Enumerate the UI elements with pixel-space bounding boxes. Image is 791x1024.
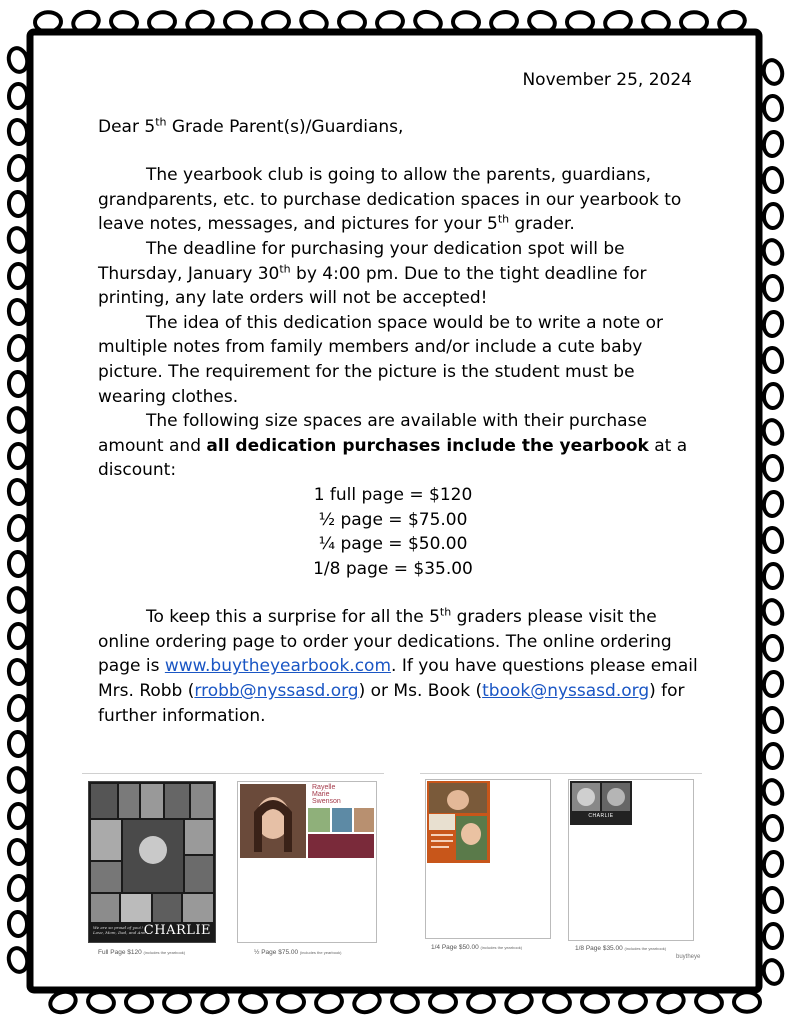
border-loop (239, 990, 268, 1014)
border-loop (761, 58, 785, 86)
divider (82, 773, 384, 774)
border-loop (430, 992, 456, 1012)
border-loop (762, 671, 784, 698)
paragraph-intro: The yearbook club is going to allow the parents, guardians, grandparents, etc. to purchase dedication spaces in our yearbook to leave notes, messages, and pictures for your 5th grader. (98, 165, 682, 235)
caption-full-page: Full Page $120 (includes the yearbook) (98, 949, 186, 956)
price-half-page: ½ page = $75.00 (318, 509, 468, 530)
quarter-page-photo-image (426, 780, 550, 864)
divider (420, 773, 702, 774)
border-loop (8, 732, 27, 757)
price-quarter-page: ¼ page = $50.00 (318, 534, 468, 555)
sample-half-page (237, 781, 377, 943)
border-loop (6, 406, 30, 434)
border-loop (763, 456, 782, 481)
border-loop (163, 990, 192, 1014)
border-loop (762, 167, 784, 194)
border-loop (761, 418, 785, 446)
border-loop (763, 204, 782, 229)
paragraph-sizes: The following size spaces are available with their purchase amount and all dedication purchases include the yearbook at a discount: (98, 411, 688, 481)
full-page-name: CHARLIE (143, 923, 211, 938)
border-loop (6, 226, 30, 254)
border-loop (391, 990, 420, 1014)
border-loop (762, 527, 784, 554)
border-loop (763, 816, 782, 841)
price-list (98, 483, 688, 581)
border-loop (763, 744, 782, 769)
border-loop (6, 46, 30, 74)
border-loop (262, 11, 290, 34)
border-loop (110, 11, 138, 34)
border-loop (762, 131, 784, 158)
border-loop (278, 992, 304, 1012)
border-loop (762, 851, 784, 878)
border-loop (763, 636, 782, 661)
border-loop (763, 96, 782, 121)
border-loop (8, 552, 27, 577)
border-loop (543, 990, 572, 1014)
border-loop (8, 372, 27, 397)
border-loop (7, 335, 29, 362)
border-loop (763, 924, 782, 949)
border-loop (8, 444, 27, 469)
border-loop (87, 990, 116, 1014)
border-loop (7, 119, 29, 146)
border-loop (6, 586, 30, 614)
border-loop (761, 238, 785, 266)
border-loop (761, 778, 785, 806)
book-email-link[interactable]: tbook@nyssasd.org (482, 681, 650, 702)
border-loop (762, 491, 784, 518)
eighth-page-photo-image (569, 780, 693, 826)
border-loop (695, 990, 724, 1014)
robb-email-link[interactable]: rrobb@nyssasd.org (194, 681, 359, 702)
border-loop (6, 946, 30, 974)
caption-quarter-page: 1/4 Page $50.00 (includes the yearbook) (431, 944, 523, 951)
caption-half-page: ½ Page $75.00 (includes the yearbook) (254, 949, 342, 956)
sample-quarter-page (425, 779, 551, 939)
border-loop (7, 839, 29, 866)
border-loop (582, 992, 608, 1012)
border-loop (6, 766, 30, 794)
letter-date: November 25, 2024 (522, 70, 692, 90)
border-loop (126, 992, 152, 1012)
border-loop (762, 311, 784, 338)
paragraph-idea: The idea of this dedication space would be to write a note or multiple notes from family members and/or include a cute baby picture. The requirement for the picture is the student must be wearing clothes. (98, 312, 663, 407)
border-loop (8, 804, 27, 829)
half-page-photo-image (238, 782, 376, 862)
border-loop (762, 347, 784, 374)
border-loop (315, 990, 344, 1014)
border-loop (7, 479, 29, 506)
border-loop (467, 990, 496, 1014)
border-loop (762, 707, 784, 734)
salutation: Dear 5th Grade Parent(s)/Guardians, (98, 114, 404, 137)
border-loop (762, 887, 784, 914)
border-loop (7, 155, 29, 182)
price-full-page: 1 full page = $120 (313, 484, 473, 505)
border-loop (763, 564, 782, 589)
sample-dedication-pages (82, 773, 702, 968)
border-loop (761, 958, 785, 986)
caption-eighth-page: 1/8 Page $35.00 (includes the yearbook) (575, 945, 667, 952)
full-page-quote: We are so proud of you!! Love, Mom, Dad, and Ann (93, 925, 146, 935)
yearbook-website-link[interactable]: www.buytheyearbook.com (164, 656, 392, 677)
border-loop (7, 515, 29, 542)
border-loop (763, 276, 782, 301)
border-loop (7, 695, 29, 722)
paragraph-ordering: To keep this a surprise for all the 5th graders please visit the online ordering page to order your dedications. The online ordering page is www.buytheyearbook.com. If you have questions please email Mrs. Robb (rrobb@nyssasd.org) or Ms. Book (tbook@nyssasd.org) for further information. (98, 605, 698, 726)
border-loop (7, 659, 29, 686)
border-loop (8, 624, 27, 649)
border-loop (734, 992, 760, 1012)
eighth-page-name: CHARLIE (588, 813, 614, 819)
brand-watermark: buytheye (676, 954, 701, 960)
sample-eighth-page (568, 779, 694, 941)
half-page-student-name: Rayelle Marie Swenson (312, 784, 341, 805)
price-eighth-page: 1/8 page = $35.00 (313, 558, 473, 579)
border-loop (8, 192, 27, 217)
border-loop (763, 384, 782, 409)
letter-body (98, 68, 698, 728)
paragraph-deadline: The deadline for purchasing your dedication spot will be Thursday, January 30th by 4:00 pm. Due to the tight deadline for printing, any late orders will not be accepted! (98, 238, 647, 309)
border-loop (8, 84, 27, 109)
border-loop (8, 264, 27, 289)
border-loop (8, 912, 27, 937)
full-page-collage-image (89, 782, 215, 942)
border-loop (619, 990, 648, 1014)
sample-full-page (88, 781, 216, 943)
border-loop (761, 598, 785, 626)
border-loop (7, 299, 29, 326)
border-loop (7, 875, 29, 902)
